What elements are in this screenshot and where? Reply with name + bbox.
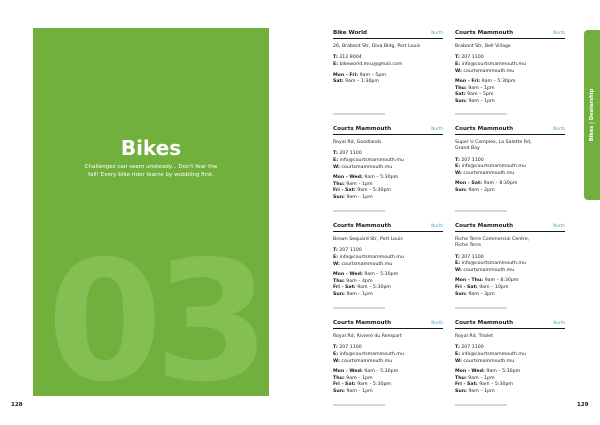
- dealer-contact-value: info@courtsmammouth.mu: [461, 164, 526, 170]
- dealer-hours-value: 9am – 5:30pm: [357, 188, 392, 194]
- dealer-card-header: [455, 223, 565, 229]
- dealer-hours-line: [455, 79, 565, 86]
- dealer-contact-block: [333, 345, 443, 365]
- dealer-contact-value: 207 1100: [461, 55, 484, 61]
- dealer-hours-label: Sat:: [455, 92, 466, 98]
- dealer-contact-block: [455, 55, 565, 75]
- dealer-card: [455, 126, 565, 195]
- dealer-contact-line[interactable]: [455, 55, 565, 62]
- card-separator: [333, 404, 385, 406]
- dealer-contact-value: courtsmammouth.mu: [463, 267, 515, 273]
- dealer-contact-line[interactable]: [333, 352, 443, 359]
- dealer-contact-value: courtsmammouth.mu: [341, 164, 393, 170]
- dealer-hours-value: 9am – 1pm: [346, 291, 373, 297]
- dealer-contact-label: W:: [455, 170, 462, 176]
- dealer-hours-value: 9am – 5:30pm: [479, 382, 514, 388]
- dealer-contact-line[interactable]: [333, 255, 443, 262]
- dealer-contact-value: 207 1100: [461, 345, 484, 351]
- dealer-contact-label: E:: [455, 351, 461, 357]
- dealer-card-divider: [455, 231, 565, 232]
- dealer-contact-label: T:: [455, 55, 460, 61]
- card-separator: [455, 307, 507, 309]
- dealer-hours-label: Thu:: [455, 85, 467, 91]
- dealer-hours-line: [333, 382, 443, 389]
- dealer-address-line: Royal Rd, Triolet: [455, 334, 493, 339]
- dealer-contact-line[interactable]: [455, 164, 565, 171]
- card-separator: [455, 113, 507, 115]
- dealer-name: Bike World: [333, 30, 367, 36]
- section-subtitle: Challenges can seem unsteady... Don't fear the fall! Every bike rider learns by wobbling first.: [84, 164, 218, 179]
- dealer-hours-block: [333, 73, 443, 86]
- dealer-hours-value: 9am – 1:30pm: [345, 79, 379, 85]
- dealer-contact-line[interactable]: [333, 345, 443, 352]
- dealer-hours-line: [455, 292, 565, 299]
- dealer-contact-value: courtsmammouth.mu: [341, 261, 393, 267]
- dealer-contact-value: 207 1100: [339, 345, 362, 351]
- dealer-hours-line: [455, 285, 565, 292]
- side-tab-label: Bikes | Dealership: [589, 88, 595, 142]
- card-separator: [333, 113, 385, 115]
- dealer-region: North: [431, 223, 443, 228]
- dealer-card: [333, 320, 443, 395]
- dealer-region: North: [431, 126, 443, 131]
- dealer-name: Courts Mammouth: [455, 126, 514, 132]
- dealer-hours-value: 9am – 5:30pm: [481, 79, 516, 85]
- dealer-contact-label: E:: [333, 157, 339, 163]
- dealer-card-header: [455, 30, 565, 36]
- dealer-hours-label: Mon - Wed:: [455, 369, 485, 375]
- dealer-card-header: [333, 320, 443, 326]
- dealer-hours-label: Thu:: [333, 181, 345, 187]
- dealer-contact-label: E:: [333, 254, 339, 260]
- dealer-contact-block: [455, 255, 565, 275]
- dealer-address-line: Super U Complex, La Salette Rd,: [455, 140, 532, 145]
- dealer-contact-line[interactable]: [333, 55, 443, 62]
- dealer-hours-label: Sun:: [455, 388, 467, 394]
- dealer-hours-label: Fri - Sat:: [333, 188, 356, 194]
- dealer-card-divider: [333, 328, 443, 329]
- dealer-hours-line: [333, 188, 443, 195]
- dealer-region: North: [553, 320, 565, 325]
- dealer-contact-line[interactable]: [333, 262, 443, 269]
- dealer-contact-value: courtsmammouth.mu: [341, 358, 393, 364]
- dealer-hours-value: 9am – 8:30pm: [483, 181, 518, 187]
- dealer-hours-value: 9am – 2pm: [468, 188, 495, 193]
- dealer-contact-value: courtsmammouth.mu: [463, 68, 515, 74]
- dealer-hours-value: 9am – 5:30pm: [357, 382, 392, 388]
- dealer-card-divider: [333, 231, 443, 232]
- dealer-contact-value: courtsmammouth.mu: [463, 170, 515, 176]
- dealer-hours-value: 9am – 1pm: [468, 98, 495, 104]
- dealer-contact-label: E:: [333, 351, 339, 357]
- dealer-card: [455, 30, 565, 105]
- dealer-hours-value: 9am – 5:30pm: [364, 175, 399, 181]
- dealer-hours-line: [333, 272, 443, 279]
- dealer-address: [455, 334, 565, 340]
- dealer-hours-label: Mon - Fri:: [333, 72, 359, 78]
- dealer-hours-line: [455, 382, 565, 389]
- dealer-contact-label: T:: [455, 345, 460, 351]
- dealer-name: Courts Mammouth: [333, 126, 392, 132]
- dealer-contact-line[interactable]: [333, 158, 443, 165]
- dealer-card-divider: [455, 328, 565, 329]
- dealer-address-line: Riche Terre Commercial Centre,: [455, 237, 530, 242]
- page-number-right: 129: [577, 402, 589, 408]
- section-title: Bikes: [120, 136, 182, 160]
- dealer-contact-line[interactable]: [333, 359, 443, 366]
- dealer-hours-line: [455, 99, 565, 106]
- dealer-address: [333, 44, 443, 50]
- dealer-contact-label: W:: [333, 358, 340, 364]
- dealer-card: [333, 30, 443, 86]
- dealer-address-line: Royal Rd, Riviere du Rempart: [333, 334, 402, 339]
- dealer-hours-label: Mon - Thu:: [455, 278, 484, 284]
- dealer-hours-label: Thu:: [333, 375, 345, 381]
- dealer-hours-value: 9am – 3pm: [468, 291, 495, 297]
- dealer-contact-value: 207 1100: [461, 157, 484, 163]
- dealer-card: [333, 126, 443, 201]
- dealer-address: [333, 237, 443, 243]
- dealer-hours-line: [333, 175, 443, 182]
- dealer-contact-line[interactable]: [455, 69, 565, 76]
- dealer-hours-value: 9am – 10pm: [479, 285, 509, 290]
- dealer-hours-label: Fri - Sat:: [333, 382, 356, 388]
- dealer-address: [455, 237, 565, 250]
- dealer-card-header: [455, 320, 565, 326]
- dealer-contact-line[interactable]: [333, 151, 443, 158]
- dealer-hours-label: Mon - Wed:: [333, 369, 363, 375]
- dealer-card-divider: [455, 134, 565, 135]
- dealer-hours-line: [455, 369, 565, 376]
- dealer-contact-label: W:: [333, 261, 340, 267]
- dealer-hours-value: 9am – 1pm: [346, 181, 373, 187]
- dealer-contact-line[interactable]: [455, 359, 565, 366]
- dealer-contact-line[interactable]: [455, 268, 565, 275]
- dealer-contact-value: courtsmammouth.mu: [463, 358, 515, 364]
- dealer-contact-value: info@courtsmammouth.mu: [461, 61, 526, 67]
- dealer-region: North: [553, 126, 565, 131]
- card-separator: [333, 210, 385, 212]
- dealer-hours-label: Mon - Wed:: [333, 272, 363, 278]
- dealer-card-divider: [333, 134, 443, 135]
- dealer-card: [455, 320, 565, 395]
- dealer-address-line: Royal Rd, Goodlands: [333, 140, 382, 145]
- dealer-address-line: Brown Sequard Str, Port Louis: [333, 237, 403, 242]
- dealer-hours-line: [455, 278, 565, 285]
- dealer-contact-label: E:: [455, 164, 461, 170]
- dealer-region: North: [431, 30, 443, 35]
- section-number: 03: [47, 226, 263, 396]
- dealer-hours-block: [455, 278, 565, 298]
- dealer-contact-block: [455, 345, 565, 365]
- dealer-contact-line[interactable]: [333, 165, 443, 172]
- dealer-contact-label: W:: [333, 164, 340, 170]
- dealer-card-header: [333, 30, 443, 36]
- dealer-hours-line: [455, 92, 565, 99]
- dealer-hours-line: [455, 181, 565, 188]
- dealer-contact-value: info@courtsmammouth.mu: [339, 351, 404, 357]
- dealer-hours-value: 9am – 5pm: [359, 72, 386, 78]
- dealer-hours-line: [455, 188, 565, 195]
- dealer-contact-value: info@courtsmammouth.mu: [461, 351, 526, 357]
- dealer-hours-block: [333, 272, 443, 298]
- dealer-contact-line[interactable]: [455, 352, 565, 359]
- dealer-hours-value: 9am – 4pm: [346, 278, 373, 284]
- dealer-hours-label: Fri - Sat:: [333, 285, 356, 291]
- card-separator: [455, 404, 507, 406]
- dealer-name: Courts Mammouth: [333, 320, 392, 326]
- dealer-contact-label: T:: [333, 151, 338, 157]
- dealer-contact-value: 207 1100: [339, 248, 362, 254]
- dealer-contact-label: T:: [333, 345, 338, 351]
- dealer-name: Courts Mammouth: [455, 320, 514, 326]
- dealer-hours-block: [455, 369, 565, 395]
- dealer-contact-value: 207 1100: [339, 151, 362, 157]
- dealer-card-header: [333, 126, 443, 132]
- dealer-hours-label: Mon - Fri:: [455, 79, 481, 85]
- dealer-region: North: [553, 30, 565, 35]
- dealer-contact-block: [333, 248, 443, 268]
- dealer-hours-value: 9am – 1pm: [346, 194, 373, 200]
- dealer-hours-label: Sun:: [455, 98, 467, 104]
- dealer-hours-value: 9am – 5:30pm: [486, 369, 521, 375]
- dealer-hours-line: [333, 292, 443, 299]
- dealer-hours-label: Fri - Sat:: [455, 382, 478, 388]
- dealer-hours-label: Sat:: [333, 79, 344, 85]
- dealer-region: North: [553, 223, 565, 228]
- dealer-contact-line[interactable]: [455, 261, 565, 268]
- dealer-contact-value: info@courtsmammouth.mu: [461, 261, 526, 267]
- dealer-address: [333, 334, 443, 340]
- dealer-hours-block: [455, 79, 565, 105]
- dealer-hours-block: [455, 181, 565, 194]
- dealer-contact-value: bikeworld.mru@gmail.com: [339, 61, 403, 67]
- dealer-hours-line: [333, 195, 443, 202]
- dealer-hours-label: Thu:: [455, 375, 467, 381]
- dealer-contact-value: info@courtsmammouth.mu: [339, 254, 404, 260]
- dealer-hours-line: [333, 285, 443, 292]
- dealer-hours-value: 9am – 1pm: [346, 375, 373, 381]
- dealer-address-line: Riche Terre: [455, 243, 481, 249]
- dealer-address: [455, 44, 565, 50]
- dealer-hours-value: 9am – 1pm: [468, 388, 495, 394]
- dealer-hours-value: 9am – 1pm: [468, 85, 495, 91]
- dealer-contact-line[interactable]: [333, 62, 443, 69]
- dealer-contact-line[interactable]: [455, 345, 565, 352]
- card-separator: [455, 210, 507, 212]
- card-separator: [333, 307, 385, 309]
- dealer-card-divider: [333, 38, 443, 39]
- dealer-hours-label: Fri - Sat:: [455, 285, 478, 290]
- dealer-hours-value: 9am – 5:30pm: [364, 272, 399, 278]
- dealer-contact-label: W:: [455, 358, 462, 364]
- section-cover-panel: [33, 28, 269, 396]
- right-page: [300, 0, 600, 425]
- dealer-contact-value: 212 8004: [339, 55, 362, 61]
- dealer-contact-label: W:: [455, 267, 462, 273]
- dealer-hours-value: 9am – 8:30pm: [484, 278, 519, 284]
- dealer-contact-label: E:: [455, 61, 461, 67]
- page-number-left: 128: [11, 402, 23, 408]
- dealer-hours-label: Sun:: [333, 388, 345, 394]
- dealer-contact-label: W:: [455, 68, 462, 74]
- dealer-contact-label: E:: [333, 61, 339, 67]
- dealer-hours-block: [333, 175, 443, 201]
- dealer-hours-label: Thu:: [333, 278, 345, 284]
- dealer-card: [333, 223, 443, 298]
- dealer-hours-value: 9am – 1pm: [346, 388, 373, 394]
- dealer-hours-value: 9am – 5:30pm: [357, 285, 392, 291]
- dealer-hours-label: Mon - Wed:: [333, 175, 363, 181]
- dealer-contact-label: T:: [455, 157, 460, 163]
- dealer-card-header: [333, 223, 443, 229]
- dealer-hours-value: 9am – 5:30pm: [364, 369, 399, 375]
- dealer-region: North: [431, 320, 443, 325]
- dealer-card-divider: [455, 38, 565, 39]
- dealer-hours-line: [333, 369, 443, 376]
- dealer-contact-block: [333, 55, 443, 68]
- dealer-hours-value: 9am – 1pm: [468, 375, 495, 381]
- dealer-hours-label: Sun:: [455, 291, 467, 297]
- dealer-name: Courts Mammouth: [455, 30, 514, 36]
- dealer-hours-line: [333, 79, 443, 86]
- dealer-address-line: Brabant Str, Bell Village: [455, 44, 511, 49]
- dealer-hours-label: Sun:: [333, 291, 345, 297]
- dealer-card: [455, 223, 565, 298]
- dealer-contact-label: T:: [333, 248, 338, 254]
- dealer-hours-line: [333, 389, 443, 396]
- dealer-contact-block: [333, 151, 443, 171]
- dealer-hours-label: Mon - Sat:: [455, 181, 483, 187]
- dealer-contact-label: E:: [455, 261, 461, 267]
- dealer-contact-value: 207 1100: [461, 254, 484, 260]
- dealer-name: Courts Mammouth: [455, 223, 514, 229]
- dealer-hours-line: [455, 389, 565, 396]
- dealer-address-line: 26, Brabant Str, Diva Bldg, Port Louis: [333, 44, 421, 49]
- dealer-contact-line[interactable]: [333, 248, 443, 255]
- dealer-hours-label: Sun:: [333, 194, 345, 200]
- dealer-name: Courts Mammouth: [333, 223, 392, 229]
- dealer-card-header: [455, 126, 565, 132]
- dealer-address-line: Grand Bay: [455, 146, 480, 152]
- dealer-contact-label: T:: [333, 55, 338, 61]
- dealer-hours-block: [333, 369, 443, 395]
- dealer-hours-value: 9am – 5pm: [467, 92, 494, 98]
- dealer-contact-line[interactable]: [455, 62, 565, 69]
- dealer-contact-line[interactable]: [455, 171, 565, 178]
- dealer-contact-label: T:: [455, 254, 460, 260]
- dealer-contact-value: info@courtsmammouth.mu: [339, 157, 404, 163]
- dealer-address: [455, 140, 565, 153]
- dealer-contact-block: [455, 158, 565, 178]
- dealer-address: [333, 140, 443, 146]
- dealer-hours-label: Sun:: [455, 188, 467, 193]
- section-side-tab[interactable]: [584, 30, 600, 200]
